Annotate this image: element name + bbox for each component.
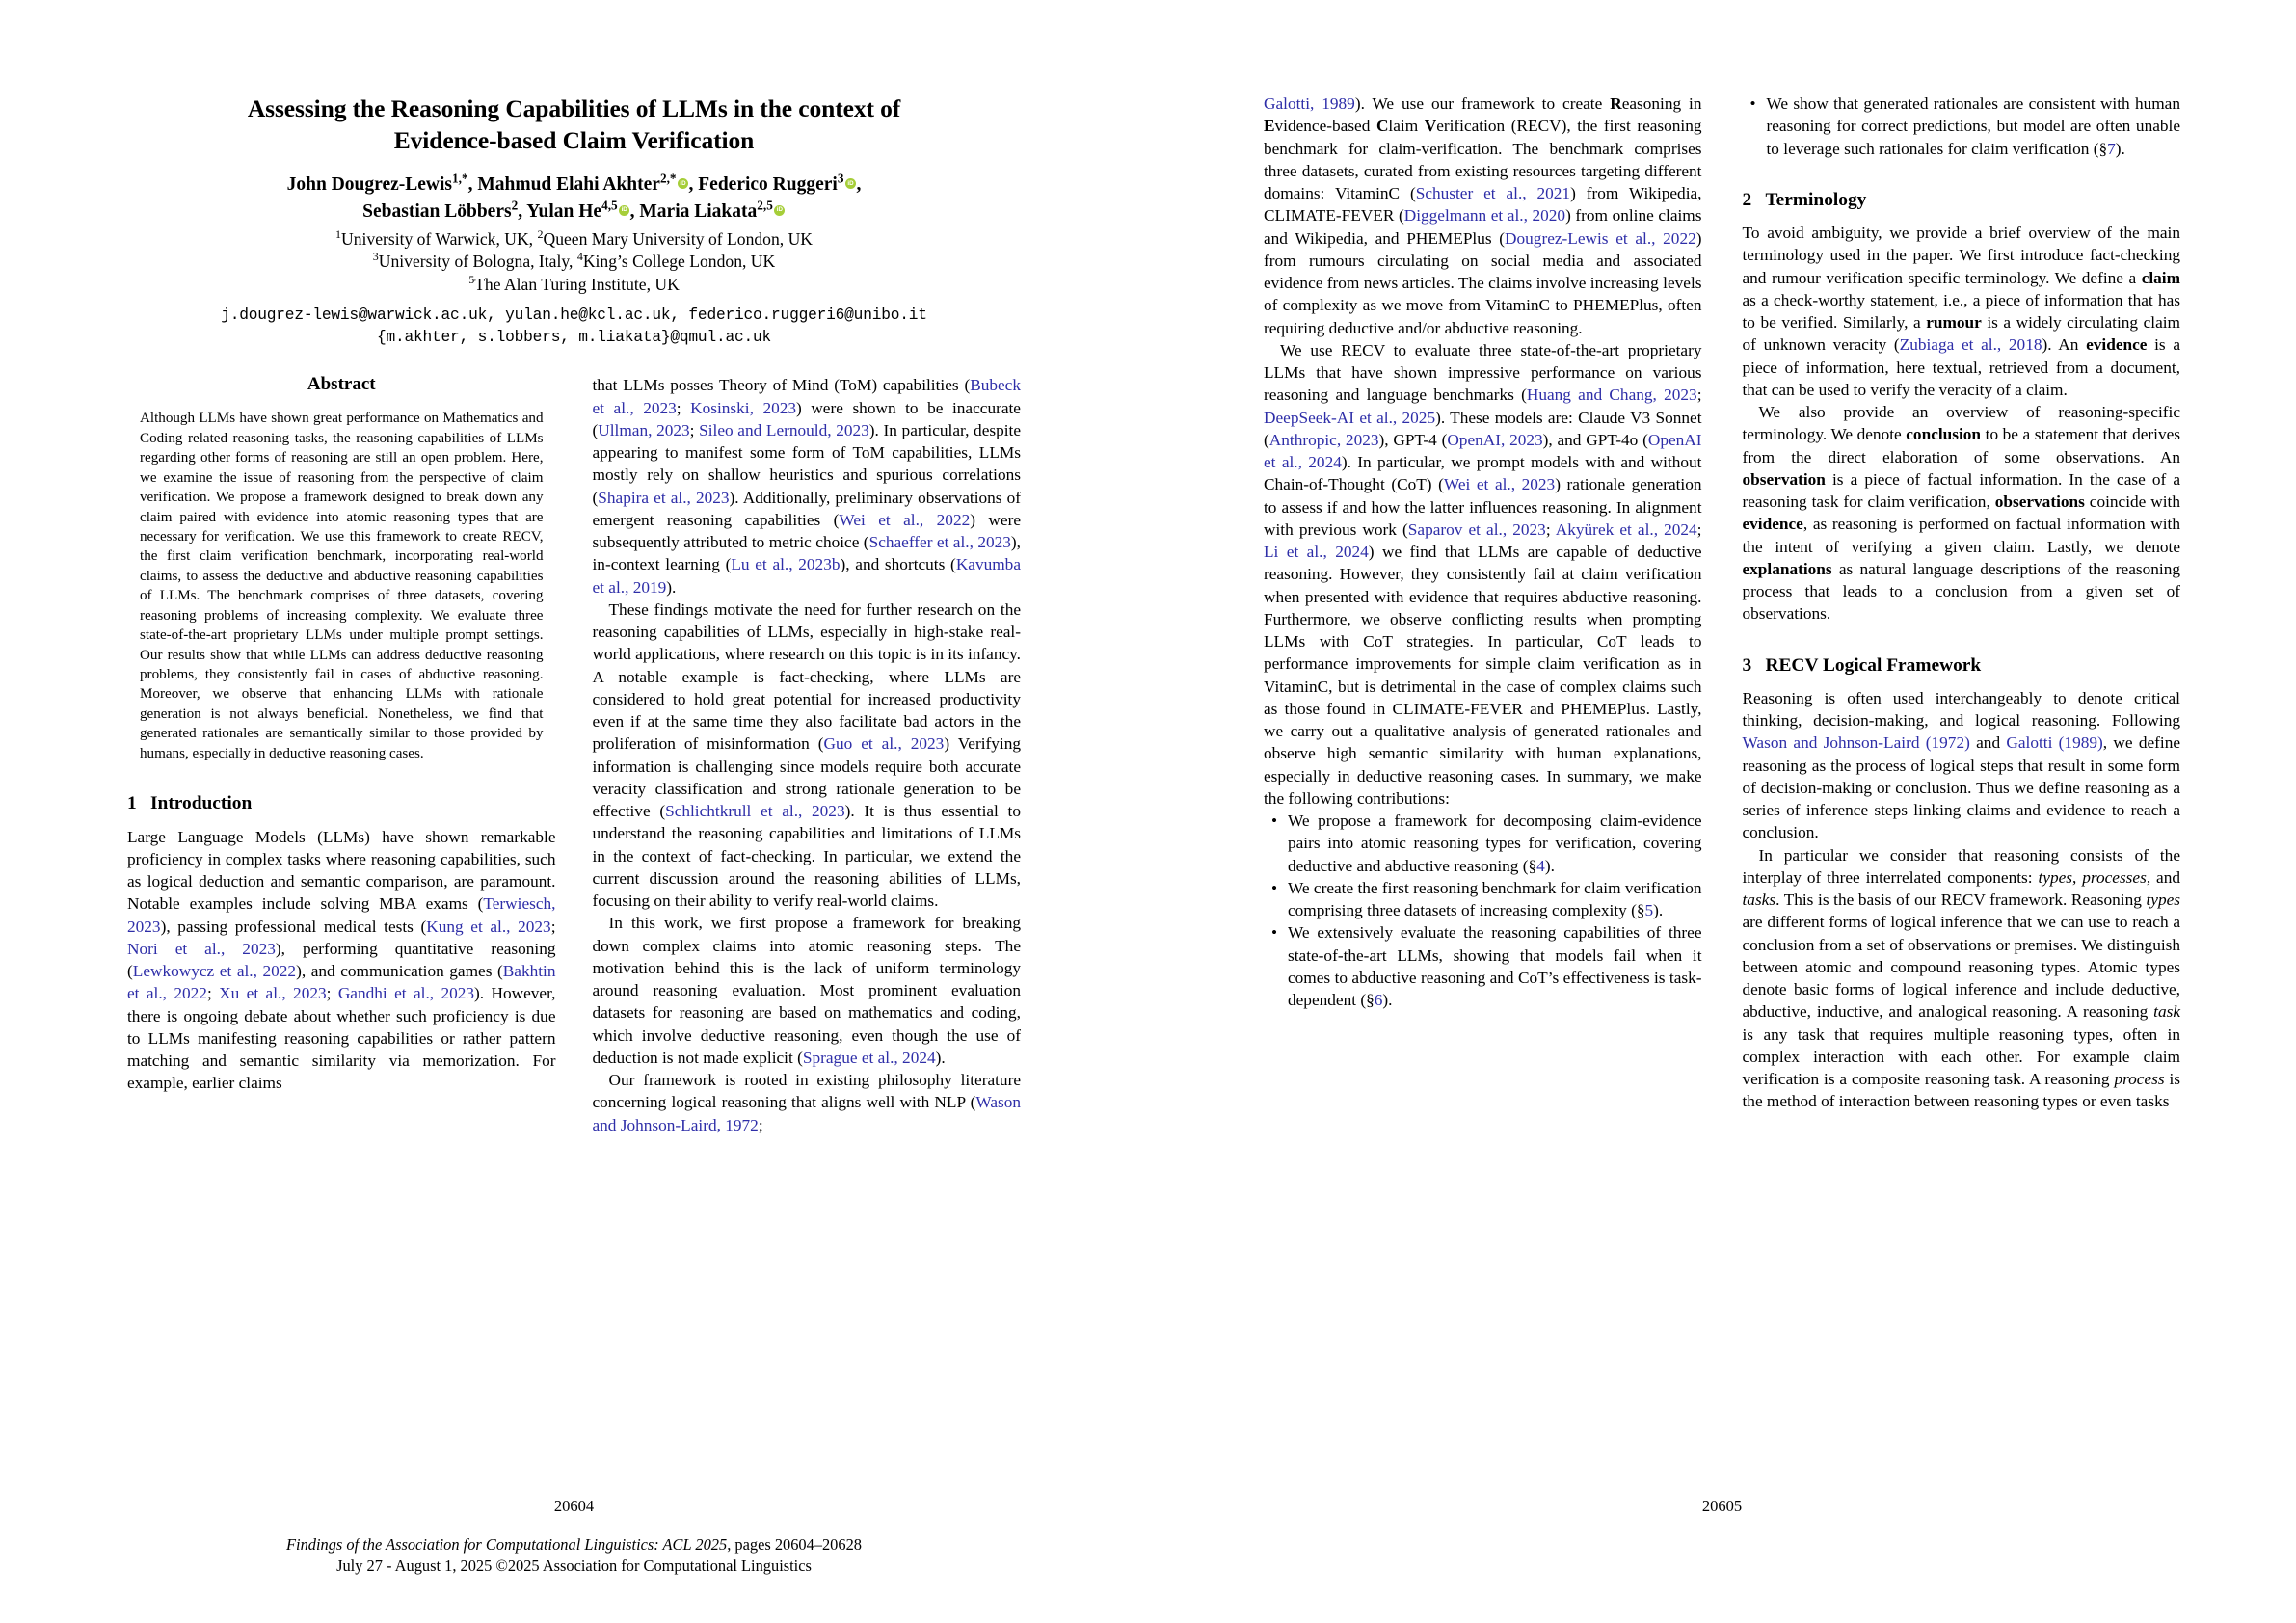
page-title xyxy=(127,93,1021,156)
citation[interactable]: Li et al., 2024 xyxy=(1264,543,1369,561)
section-number: 1 xyxy=(127,793,137,814)
citation[interactable]: Dougrez-Lewis et al., 2022 xyxy=(1505,228,1696,248)
abstract-section xyxy=(127,374,556,763)
section-title: Introduction xyxy=(150,793,253,814)
section-ref[interactable]: 6 xyxy=(1374,991,1383,1009)
intro-paragraph-1: Large Language Models (LLMs) have shown remarkable proficiency in complex tasks where reasoning capabilities, such as logical deduction and semantic comparison, are paramount. Notable examples include solving MBA exams (Terwiesch, 2023), passing professional medical tests (Kung et al., 2023; Nori et al., 2023), performing quantitative reasoning (Lewkowycz et al., 2022), and communication games (Bakhtin et al., 2022; Xu et al., 2023; Gandhi et al., 2023). However, there is ongoing debate about whether such proficiency is due to LLMs manifesting reasoning capabilities or rather pattern matching and semantic similarity via memorization. For example, earlier claims xyxy=(127,827,556,1093)
section-ref[interactable]: 5 xyxy=(1644,901,1654,919)
author-1-affil-mark: 1,* xyxy=(452,171,468,186)
affiliation-block xyxy=(127,228,1021,297)
author-3-affil-mark: 3 xyxy=(837,171,844,186)
citation[interactable]: Lu et al., 2023b xyxy=(731,555,841,574)
author-1: John Dougrez-Lewis$^{1,*}$ xyxy=(286,171,468,196)
author-5: Yulan He$^{4,5}$ xyxy=(526,198,618,222)
citation[interactable]: DeepSeek-AI et al., 2025 xyxy=(1264,408,1436,427)
terminology-paragraph-1: To avoid ambiguity, we provide a brief overview of the main terminology used in the paper. We first introduce fact-checking and rumour verification specific terminology. We define a claim as a check-worthy statement, i.e., a piece of information that has to be verified. Similarly, a rumour is a widely circulating claim of unknown veracity (Zubiaga et al., 2018). An evidence is a piece of information, here textual, retrieved from a document, that can be used to verify the veracity of a claim. xyxy=(1742,224,2181,399)
title-line-1: Assessing the Reasoning Capabilities of LLMs in the context of xyxy=(247,94,901,122)
citation[interactable]: Shapira et al., 2023 xyxy=(598,488,730,507)
email-block xyxy=(127,305,1021,349)
citation[interactable]: Saparov et al., 2023 xyxy=(1407,519,1546,539)
affiliation-line-1: $^1$University of Warwick, UK, $^2$Queen Mary University of London, UK xyxy=(335,226,813,249)
abstract-text: Although LLMs have shown great performance on Mathematics and Coding related reasoning tasks, the reasoning capabilities of LLMs regarding other forms of reasoning are still an open problem. Here, we examine the issue of reasoning from the perspective of claim verification. We propose a framework designed to break down any claim paired with evidence into atomic reasoning types that are necessary for verification. We use this framework to create RECV, the first claim verification benchmark, incorporating real-world claims, to assess the deductive and abductive reasoning capabilities of LLMs. The benchmark comprises of three datasets, covering reasoning problems of increasing complexity. We evaluate three state-of-the-art proprietary LLMs under multiple prompt settings. Our results show that while LLMs can address deductive reasoning problems, they consistently fail in cases of abductive reasoning. Moreover, we observe that enhancing LLMs with rationale generation is not always beneficial. Nonetheless, we find that generated rationales are semantically similar to those provided by humans, especially in deductive reasoning cases. xyxy=(140,411,544,761)
citation[interactable]: Galotti (1989) xyxy=(2006,733,2103,753)
col2-paragraph-2: These findings motivate the need for further research on the reasoning capabilities of LLMs, especially in high-stake real-world applications, where research on this topic is in its infancy. A notable example is fact-checking, where LLMs are considered to hold great potential for increased productivity even if at the same time they also facilitate bad actors in the proliferation of misinformation (Guo et al., 2023) Verifying information is challenging since models require both accurate veracity classification and strong rationale generation to be effective (Schlichtkrull et al., 2023). It is thus essential to understand the reasoning capabilities and limitations of LLMs in the context of fact-checking. In particular, we extend the current discussion around the reasoning abilities of LLMs, focusing on their ability to verify real-world claims. xyxy=(592,599,1022,911)
venue-footer xyxy=(39,1534,1109,1577)
author-6-affil-mark: 2,5 xyxy=(757,198,773,213)
term-claim: claim xyxy=(2141,268,2180,287)
section-heading-introduction xyxy=(127,792,556,814)
p2-col1-paragraph-2: We use RECV to evaluate three state-of-the-art proprietary LLMs that have shown impressive performance on various reasoning and language benchmarks (Huang and Chang, 2023; DeepSeek-AI et al., 2025). These models are: Claude V3 Sonnet (Anthropic, 2023), GPT-4 (OpenAI, 2023), and GPT-4o (OpenAI et al., 2024). In particular, we prompt models with and without Chain-of-Thought (CoT) (Wei et al., 2023) rationale generation to assess if and how the latter influences reasoning. In alignment with previous work (Saparov et al., 2023; Akyürek et al., 2024; Li et al., 2024) we find that LLMs are capable of deductive reasoning. However, they consistently fail at claim verification when presented with evidence that requires abductive reasoning. Furthermore, we observe conflicting results when prompting LLMs with CoT strategies. In particular, CoT leads to performance improvements for simple claim verification as in VitaminC, but is detrimental in the case of complex claims such as those found in CLIMATE-FEVER and PHEMEPlus. Lastly, we carry out a qualitative analysis of generated rationales and observe high semantic similarity with human explanations, especially in deductive reasoning cases. In summary, we make the following contributions: xyxy=(1264,340,1702,808)
copyright-line: July 27 - August 1, 2025 ©2025 Association for Computational Linguistics xyxy=(336,1556,812,1576)
page-2-column-left xyxy=(1264,93,1702,1113)
citation[interactable]: Schaeffer et al., 2023 xyxy=(868,533,1011,552)
page-1-column-left xyxy=(127,374,556,1136)
citation[interactable]: Terwiesch, 2023 xyxy=(127,894,556,936)
term-rumour: rumour xyxy=(1926,313,1982,333)
venue-line: Findings of the Association for Computational Linguistics: ACL 2025, pages 20604–20628 xyxy=(286,1535,862,1554)
list-item: • We extensively evaluate the reasoning capabilities of three state-of-the-art LLMs, showing that models fail when it comes to abductive reasoning and CoT’s effectiveness is task-dependent (§6). xyxy=(1288,921,1702,1011)
citation[interactable]: OpenAI, 2023 xyxy=(1447,430,1543,449)
email-line-1[interactable]: j.dougrez-lewis@warwick.ac.uk, yulan.he@kcl.ac.uk, federico.ruggeri6@unibo.it xyxy=(221,306,927,325)
list-item: • We create the first reasoning benchmark for claim verification comprising three datasets of increasing complexity (§5). xyxy=(1288,877,1702,922)
citation[interactable]: Bakhtin et al., 2022 xyxy=(127,962,556,1003)
affiliation-line-3: $^5$The Alan Turing Institute, UK xyxy=(468,272,680,294)
section-heading-terminology xyxy=(1743,189,2181,211)
framework-paragraph-2: In particular we consider that reasoning consists of the interplay of three interrelated components: types, processes, and tasks. This is the basis of our RECV framework. Reasoning types are different forms of logical inference that we can use to reach a conclusion from a set of observations or premises. We distinguish between atomic and compound reasoning types. Atomic types denote basic forms of logical inference and include deductive, abductive, inductive, and analogical reasoning. A reasoning task is any task that requires multiple reasoning types, often in complex interaction with each other. For example claim verification is a composite reasoning task. A reasoning process is the method of interaction between reasoning types or even tasks xyxy=(1742,845,2181,1111)
citation[interactable]: Schuster et al., 2021 xyxy=(1415,184,1571,202)
term-evidence: evidence xyxy=(2086,335,2148,355)
author-4: Sebastian Löbbers$^2$ xyxy=(362,198,519,222)
citation[interactable]: Sileo and Lernould, 2023 xyxy=(699,420,869,439)
affiliation-line-2: $^3$University of Bologna, Italy, $^4$King’s College London, UK xyxy=(372,250,776,272)
author-6: Maria Liakata$^{2,5}$ xyxy=(639,198,773,222)
list-item: • We propose a framework for decomposing claim-evidence pairs into atomic reasoning types for verification, covering deductive and abductive reasoning (§4). xyxy=(1288,810,1702,877)
page-1-column-right xyxy=(593,374,1022,1136)
citation[interactable]: Zubiaga et al., 2018 xyxy=(1899,335,2042,355)
citation[interactable]: Wei et al., 2022 xyxy=(839,510,971,529)
section-title: RECV Logical Framework xyxy=(1765,654,1982,676)
citation[interactable]: Sprague et al., 2024 xyxy=(802,1048,936,1067)
term-observation: observation xyxy=(1742,469,1826,489)
citation[interactable]: Diggelmann et al., 2020 xyxy=(1403,206,1566,226)
citation[interactable]: Wason and Johnson-Laird (1972) xyxy=(1742,733,1970,753)
citation[interactable]: Anthropic, 2023 xyxy=(1268,430,1379,449)
citation[interactable]: Galotti, 1989 xyxy=(1264,94,1355,113)
col2-paragraph-3: In this work, we first propose a framework for breaking down complex claims into atomic reasoning steps. The motivation behind this is the lack of uniform terminology around reasoning evaluation. Most prominent evaluation datasets for reasoning are based on mathematics and coding, which involve deductive reasoning, even though the use of deduction is not made explicit (Sprague et al., 2024). xyxy=(592,914,1021,1067)
p2-col1-paragraph-1: Galotti, 1989). We use our framework to create Reasoning in Evidence-based Claim Verification (RECV), the first reasoning benchmark for claim-verification. The benchmark comprises three datasets, curated from existing resources targeting different domains: VitaminC (Schuster et al., 2021) from Wikipedia, CLIMATE-FEVER (Diggelmann et al., 2020) from online claims and Wikipedia, and PHEMEPlus (Dougrez-Lewis et al., 2022) from rumours circulating on social media and associated evidence from news articles. The claims involve increasing levels of complexity as we move from VitaminC to PHEMEPlus, often requiring deductive and/or abductive reasoning. xyxy=(1264,94,1702,337)
citation[interactable]: Gandhi et al., 2023 xyxy=(337,984,475,1003)
col2-paragraph-1: that LLMs posses Theory of Mind (ToM) capabilities (Bubeck et al., 2023; Kosinski, 2023) were shown to be inaccurate (Ullman, 2023; Sileo and Lernould, 2023). In particular, despite appearing to manifest some form of ToM capabilities, LLMs mostly rely on shallow heuristics and spurious correlations (Shapira et al., 2023). Additionally, preliminary observations of emergent reasoning capabilities (Wei et al., 2022) were subsequently attributed to metric choice (Schaeffer et al., 2023), in-context learning (Lu et al., 2023b), and shortcuts (Kavumba et al., 2019). xyxy=(592,376,1021,597)
citation[interactable]: OpenAI et al., 2024 xyxy=(1264,430,1702,471)
author-4-affil-mark: 2 xyxy=(511,198,519,213)
abstract-heading: Abstract xyxy=(307,374,376,395)
author-3: Federico Ruggeri$^3$ xyxy=(698,171,844,196)
citation[interactable]: Schlichtkrull et al., 2023 xyxy=(665,802,845,821)
page-2-column-right xyxy=(1743,93,2181,1113)
page-number-2: 20605 xyxy=(1701,1497,1743,1515)
citation[interactable]: Wei et al., 2023 xyxy=(1443,475,1556,494)
page-2 xyxy=(1148,0,2296,1623)
section-ref[interactable]: 4 xyxy=(1536,856,1545,875)
orcid-id-icon[interactable] xyxy=(845,178,856,189)
citation[interactable]: Ullman, 2023 xyxy=(598,420,690,439)
section-heading-framework xyxy=(1743,654,2181,677)
author-2-affil-mark: 2,* xyxy=(659,171,677,186)
list-item: • We show that generated rationales are consistent with human reasoning for correct predictions, but model are often unable to leverage such rationales for claim verification (§7). xyxy=(1767,93,2181,160)
framework-paragraph-1: Reasoning is often used interchangeably to denote critical thinking, decision-making, and logical reasoning. Following Wason and Johnson-Laird (1972) and Galotti (1989), we define reasoning as the process of logical steps that result in some form of decision-making or conclusion. Thus we define reasoning as a series of inference steps linking claims and evidence to reach a conclusion. xyxy=(1742,688,2181,842)
section-ref[interactable]: 7 xyxy=(2107,139,2116,158)
title-line-2: Evidence-based Claim Verification xyxy=(393,126,755,155)
citation[interactable]: Wason and Johnson-Laird, 1972 xyxy=(592,1093,1021,1134)
citation[interactable]: Bubeck et al., 2023 xyxy=(592,376,1021,417)
orcid-id-icon[interactable] xyxy=(678,178,688,189)
term-conclusion: conclusion xyxy=(1906,425,1982,444)
author-list: John Dougrez-Lewis$^{1,*}$, Mahmud Elahi Akhter$^{2,*}$ iD , Federico Ruggeri$^3$ iD , Sebastian Löbbers$^2$, Yulan He$^{4,5}$ iD , Maria Liakata$^{2,5}$iD xyxy=(127,172,1021,225)
citation[interactable]: Kavumba et al., 2019 xyxy=(592,555,1021,597)
section-number: 3 xyxy=(1742,654,1752,676)
author-2: Mahmud Elahi Akhter$^{2,*}$ xyxy=(477,171,677,196)
citation[interactable]: Kosinski, 2023 xyxy=(690,398,797,417)
citation[interactable]: Xu et al., 2023 xyxy=(219,984,327,1003)
section-number: 2 xyxy=(1742,189,1752,210)
page-1-columns xyxy=(127,374,1021,1136)
email-line-2[interactable]: {m.akhter, s.lobbers, m.liakata}@qmul.ac.uk xyxy=(376,329,772,347)
orcid-id-icon[interactable] xyxy=(774,205,785,216)
citation[interactable]: Guo et al., 2023 xyxy=(823,734,945,754)
citation[interactable]: Kung et al., 2023 xyxy=(426,917,551,936)
page-number-1: 20604 xyxy=(553,1497,595,1515)
citation[interactable]: Lewkowycz et al., 2022 xyxy=(132,962,297,980)
term-explanations: explanations xyxy=(1742,559,1832,578)
section-title: Terminology xyxy=(1765,189,1867,210)
terminology-paragraph-2: We also provide an overview of reasoning-specific terminology. We denote conclusion to be a statement that derives from the direct elaboration of some observations. An observation is a piece of factual information. In the case of a reasoning task for claim verification, observations coincide with evidence, as reasoning is performed on factual information with the intent of verifying a given claim. Lastly, we denote explanations as natural language descriptions of the reasoning process that leads to a conclusion from a given set of observations. xyxy=(1742,403,2180,624)
term-evidence-2: evidence xyxy=(1742,515,1803,534)
col2-paragraph-4: Our framework is rooted in existing philosophy literature concerning logical reasoning that aligns well with NLP (Wason and Johnson-Laird, 1972; xyxy=(592,1071,1021,1134)
orcid-id-icon[interactable] xyxy=(619,205,629,216)
citation[interactable]: Akyürek et al., 2024 xyxy=(1555,519,1697,539)
citation[interactable]: Nori et al., 2023 xyxy=(127,939,276,958)
author-5-affil-mark: 4,5 xyxy=(601,198,618,213)
page-2-columns xyxy=(1264,93,2180,1113)
citation[interactable]: Huang and Chang, 2023 xyxy=(1526,386,1697,405)
contributions-list xyxy=(1264,810,1702,1011)
contributions-list-continued xyxy=(1743,93,2181,160)
term-observations: observations xyxy=(1994,492,2085,512)
